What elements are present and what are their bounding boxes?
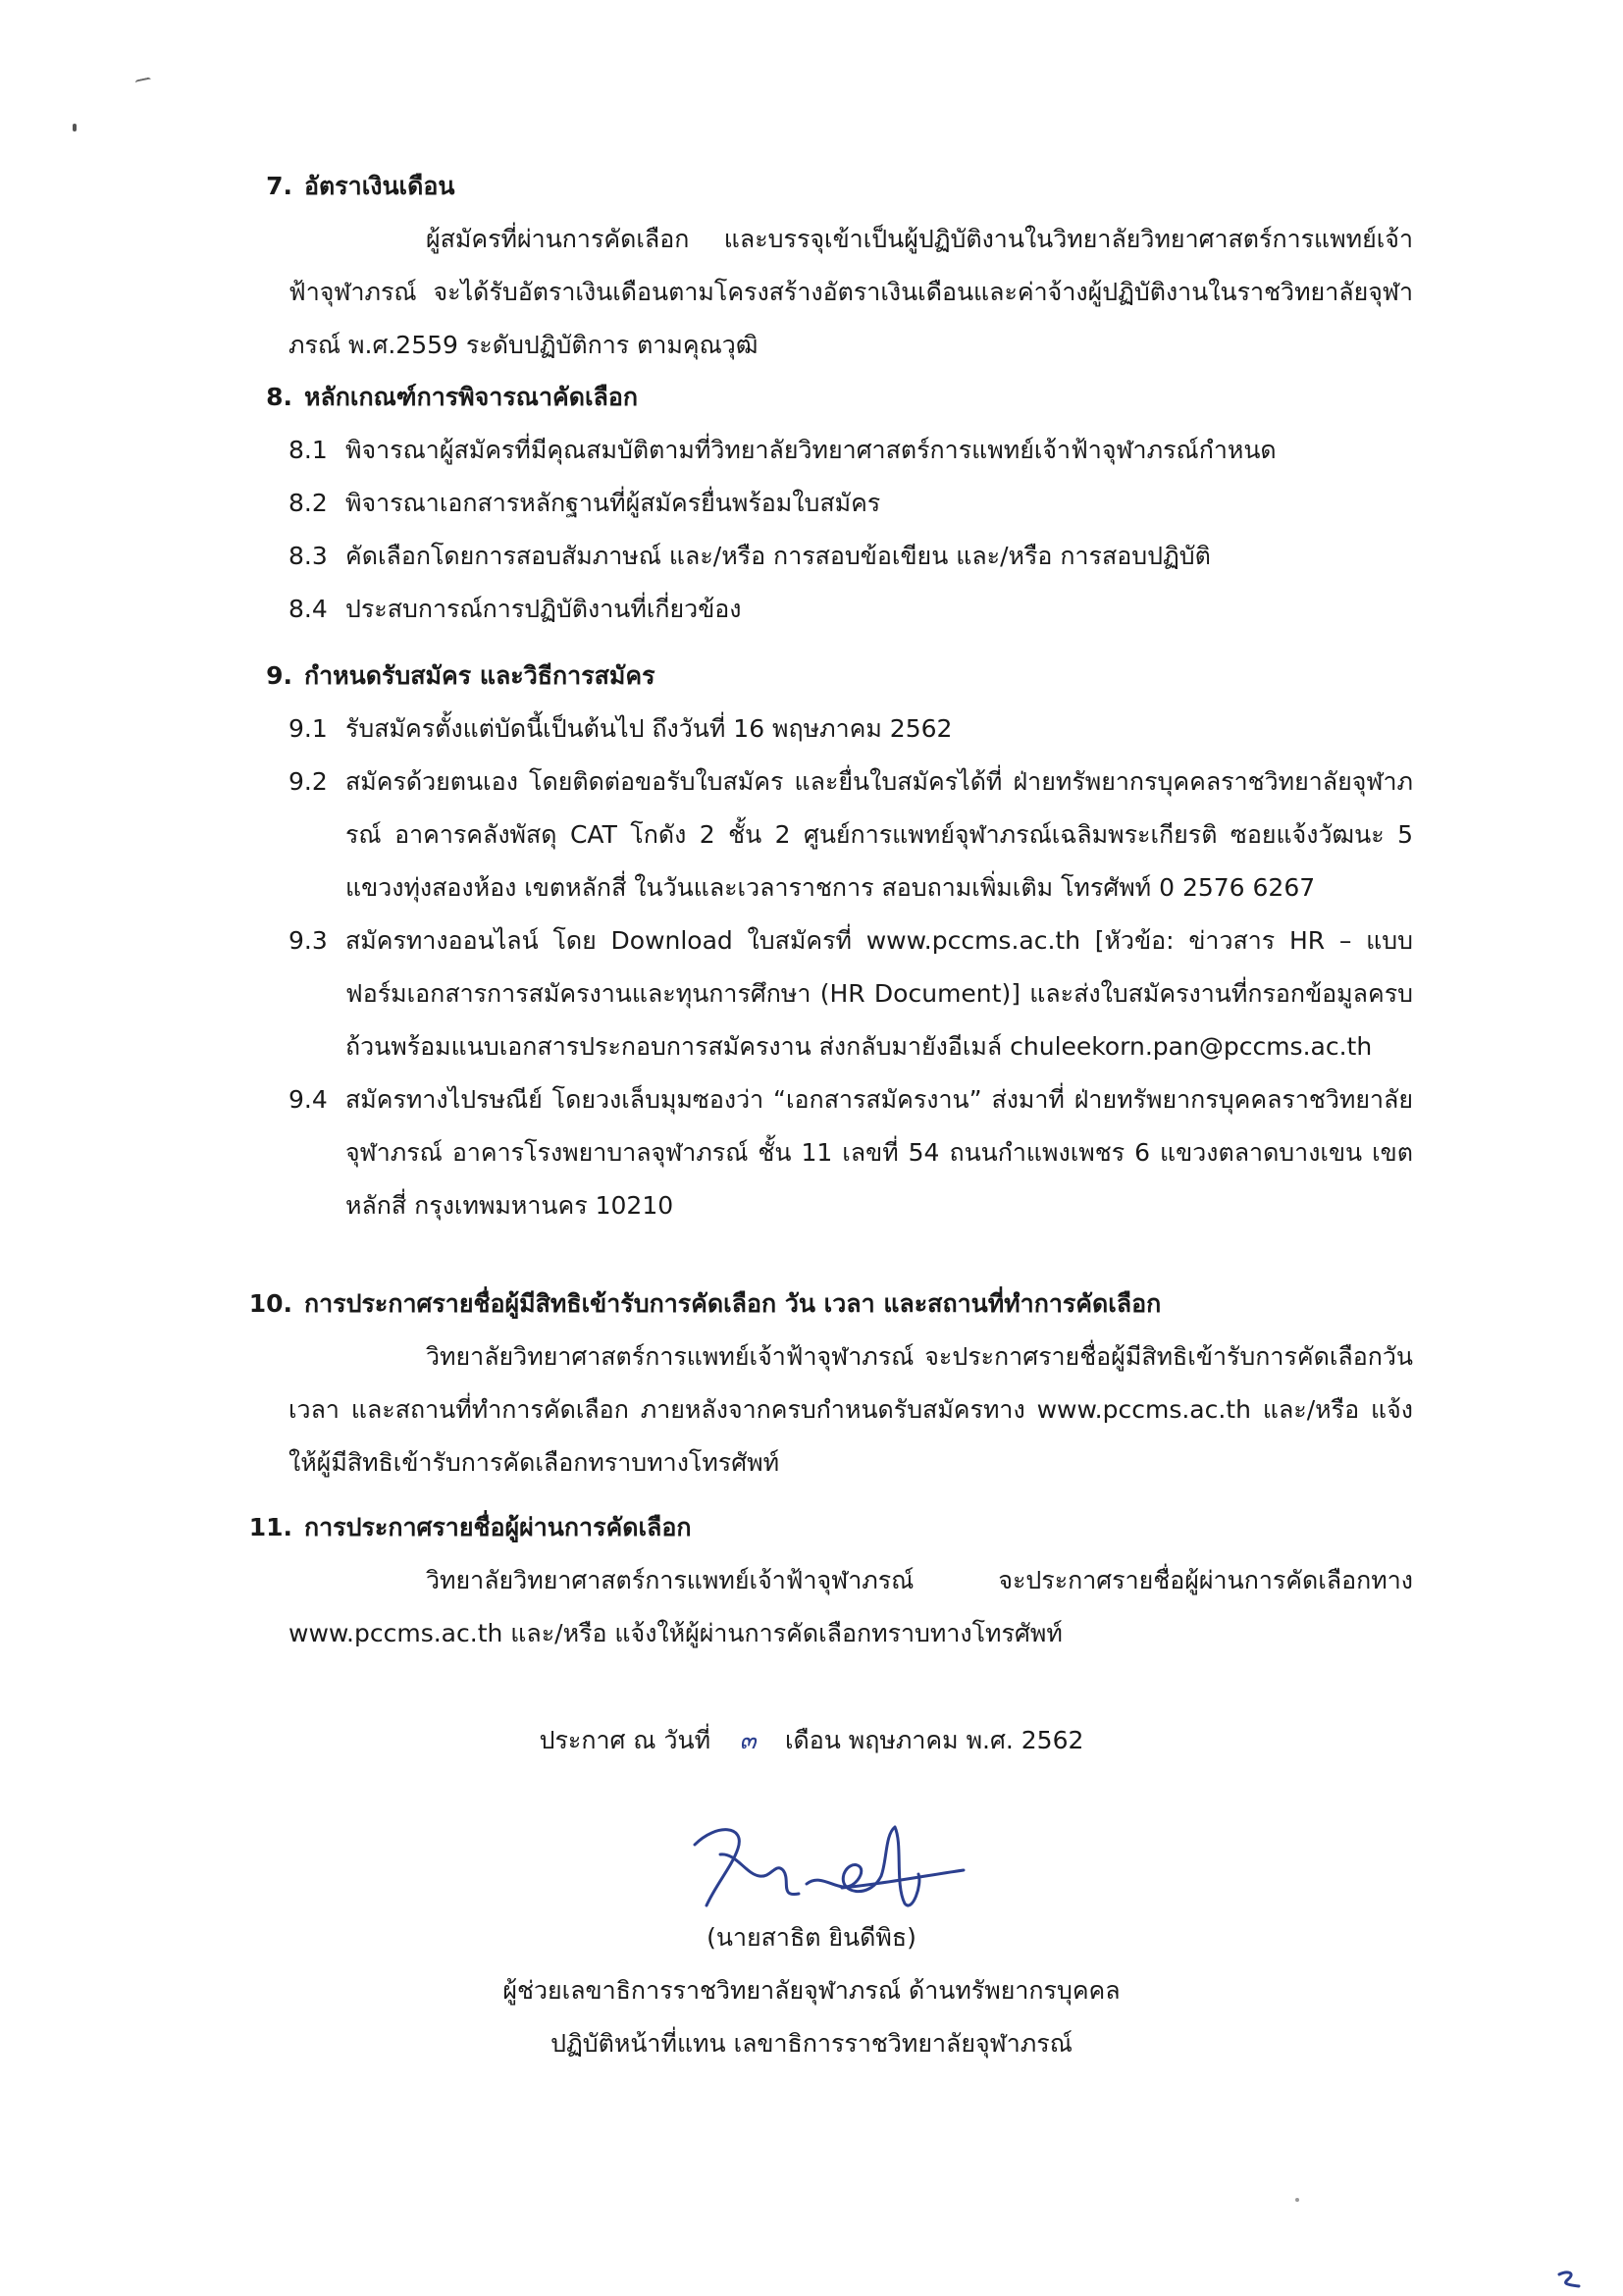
section-number: 9.: [266, 661, 292, 690]
section-heading: กำหนดรับสมัคร และวิธีการสมัคร: [304, 661, 655, 690]
list-item: 8.4 ประสบการณ์การปฏิบัติงานที่เกี่ยวข้อง: [288, 595, 742, 623]
section-11: [243, 1501, 1413, 1660]
section-number: 11.: [248, 1513, 292, 1541]
section-10: [243, 1278, 1413, 1489]
list-item: 9.4 สมัครทางไปรษณีย์ โดยวงเล็บมุมซองว่า “เอกสารสมัครงาน” ส่งมาที่ ฝ่ายทรัพยากรบุคคลราชวิทยาลัยจุฬาภรณ์ อาคารโรงพยาบาลจุฬาภรณ์ ชั้น 11 เลขที่ 54 ถนนกำแพงเพชร 6 แขวงตลาดบางเขน เขตหลักสี่ กรุงเทพมหานคร 10210: [288, 1085, 1413, 1220]
signer-name: (นายสาธิต ยินดีพิธ): [707, 1923, 916, 1952]
section-heading: การประกาศรายชื่อผู้มีสิทธิเข้ารับการคัดเลือก วัน เวลา และสถานที่ทำการคัดเลือก: [304, 1289, 1162, 1318]
list-item: 8.2 พิจารณาเอกสารหลักฐานที่ผู้สมัครยื่นพร้อมใบสมัคร: [288, 489, 881, 517]
signer-position-acting: ปฏิบัติหน้าที่แทน เลขาธิการราชวิทยาลัยจุฬาภรณ์: [550, 2029, 1073, 2058]
list-item: 9.1 รับสมัครตั้งแต่บัดนี้เป็นต้นไป ถึงวันที่ 16 พฤษภาคม 2562: [288, 714, 953, 743]
scan-mark: [73, 124, 77, 131]
announcement-date: ประกาศ ณ วันที่ ๓ เดือน พฤษภาคม พ.ศ. 2562: [0, 1714, 1623, 1767]
section-body: วิทยาลัยวิทยาศาสตร์การแพทย์เจ้าฟ้าจุฬาภรณ์ จะประกาศรายชื่อผู้ผ่านการคัดเลือกทาง www.pccms.ac.th และ/หรือ แจ้งให้ผู้ผ่านการคัดเลือกทราบทางโทรศัพท์: [288, 1566, 1413, 1647]
section-heading: การประกาศรายชื่อผู้ผ่านการคัดเลือก: [304, 1513, 692, 1541]
section-body: ผู้สมัครที่ผ่านการคัดเลือก และบรรจุเข้าเป็นผู้ปฏิบัติงานในวิทยาลัยวิทยาศาสตร์การแพทย์เจ้าฟ้าจุฬาภรณ์ จะได้รับอัตราเงินเดือนตามโครงสร้างอัตราเงินเดือนและค่าจ้างผู้ปฏิบัติงานในราชวิทยาลัยจุฬาภรณ์ พ.ศ.2559 ระดับปฏิบัติการ ตามคุณวุฒิ: [288, 225, 1413, 359]
corner-mark: [1555, 2269, 1583, 2290]
section-number: 10.: [248, 1289, 292, 1318]
section-body: วิทยาลัยวิทยาศาสตร์การแพทย์เจ้าฟ้าจุฬาภรณ์ จะประกาศรายชื่อผู้มีสิทธิเข้ารับการคัดเลือกวัน เวลา และสถานที่ทำการคัดเลือก ภายหลังจากครบกำหนดรับสมัครทาง www.pccms.ac.th และ/หรือ แจ้งให้ผู้มีสิทธิเข้ารับการคัดเลือกทราบทางโทรศัพท์: [288, 1342, 1413, 1477]
section-7: [243, 160, 1413, 372]
section-number: 8.: [266, 383, 292, 411]
section-8: [243, 371, 1413, 636]
signature-icon: [677, 1815, 971, 1923]
list-item: 9.3 สมัครทางออนไลน์ โดย Download ใบสมัครที่ www.pccms.ac.th [หัวข้อ: ข่าวสาร HR – แบบฟอร์มเอกสารการสมัครงานและทุนการศึกษา (HR Document)] และส่งใบสมัครงานที่กรอกข้อมูลครบถ้วนพร้อมแนบเอกสารประกอบการสมัครงาน ส่งกลับมายังอีเมล์ chuleekorn.pan@pccms.ac.th: [288, 926, 1413, 1061]
signer-position: ผู้ช่วยเลขาธิการราชวิทยาลัยจุฬาภรณ์ ด้านทรัพยากรบุคคล: [502, 1976, 1121, 2005]
scan-mark: [1295, 2198, 1299, 2202]
section-9: [243, 650, 1413, 1232]
list-item: 9.2 สมัครด้วยตนเอง โดยติดต่อขอรับใบสมัคร และยื่นใบสมัครได้ที่ ฝ่ายทรัพยากรบุคคลราชวิทยาลัยจุฬาภรณ์ อาคารคลังพัสดุ CAT โกดัง 2 ชั้น 2 ศูนย์การแพทย์จุฬาภรณ์เฉลิมพระเกียรติ ซอยแจ้งวัฒนะ 5 แขวงทุ่งสองห้อง เขตหลักสี่ ในวันและเวลาราชการ สอบถามเพิ่มเติม โทรศัพท์ 0 2576 6267: [288, 767, 1413, 902]
handwritten-day: ๓: [739, 1726, 757, 1754]
section-heading: หลักเกณฑ์การพิจารณาคัดเลือก: [304, 383, 638, 411]
list-item: 8.3 คัดเลือกโดยการสอบสัมภาษณ์ และ/หรือ การสอบข้อเขียน และ/หรือ การสอบปฏิบัติ: [288, 542, 1211, 570]
section-number: 7.: [266, 172, 292, 200]
scan-mark: [135, 77, 152, 85]
section-heading: อัตราเงินเดือน: [304, 172, 455, 200]
list-item: 8.1 พิจารณาผู้สมัครที่มีคุณสมบัติตามที่วิทยาลัยวิทยาศาสตร์การแพทย์เจ้าฟ้าจุฬาภรณ์กำหนด: [288, 436, 1277, 464]
